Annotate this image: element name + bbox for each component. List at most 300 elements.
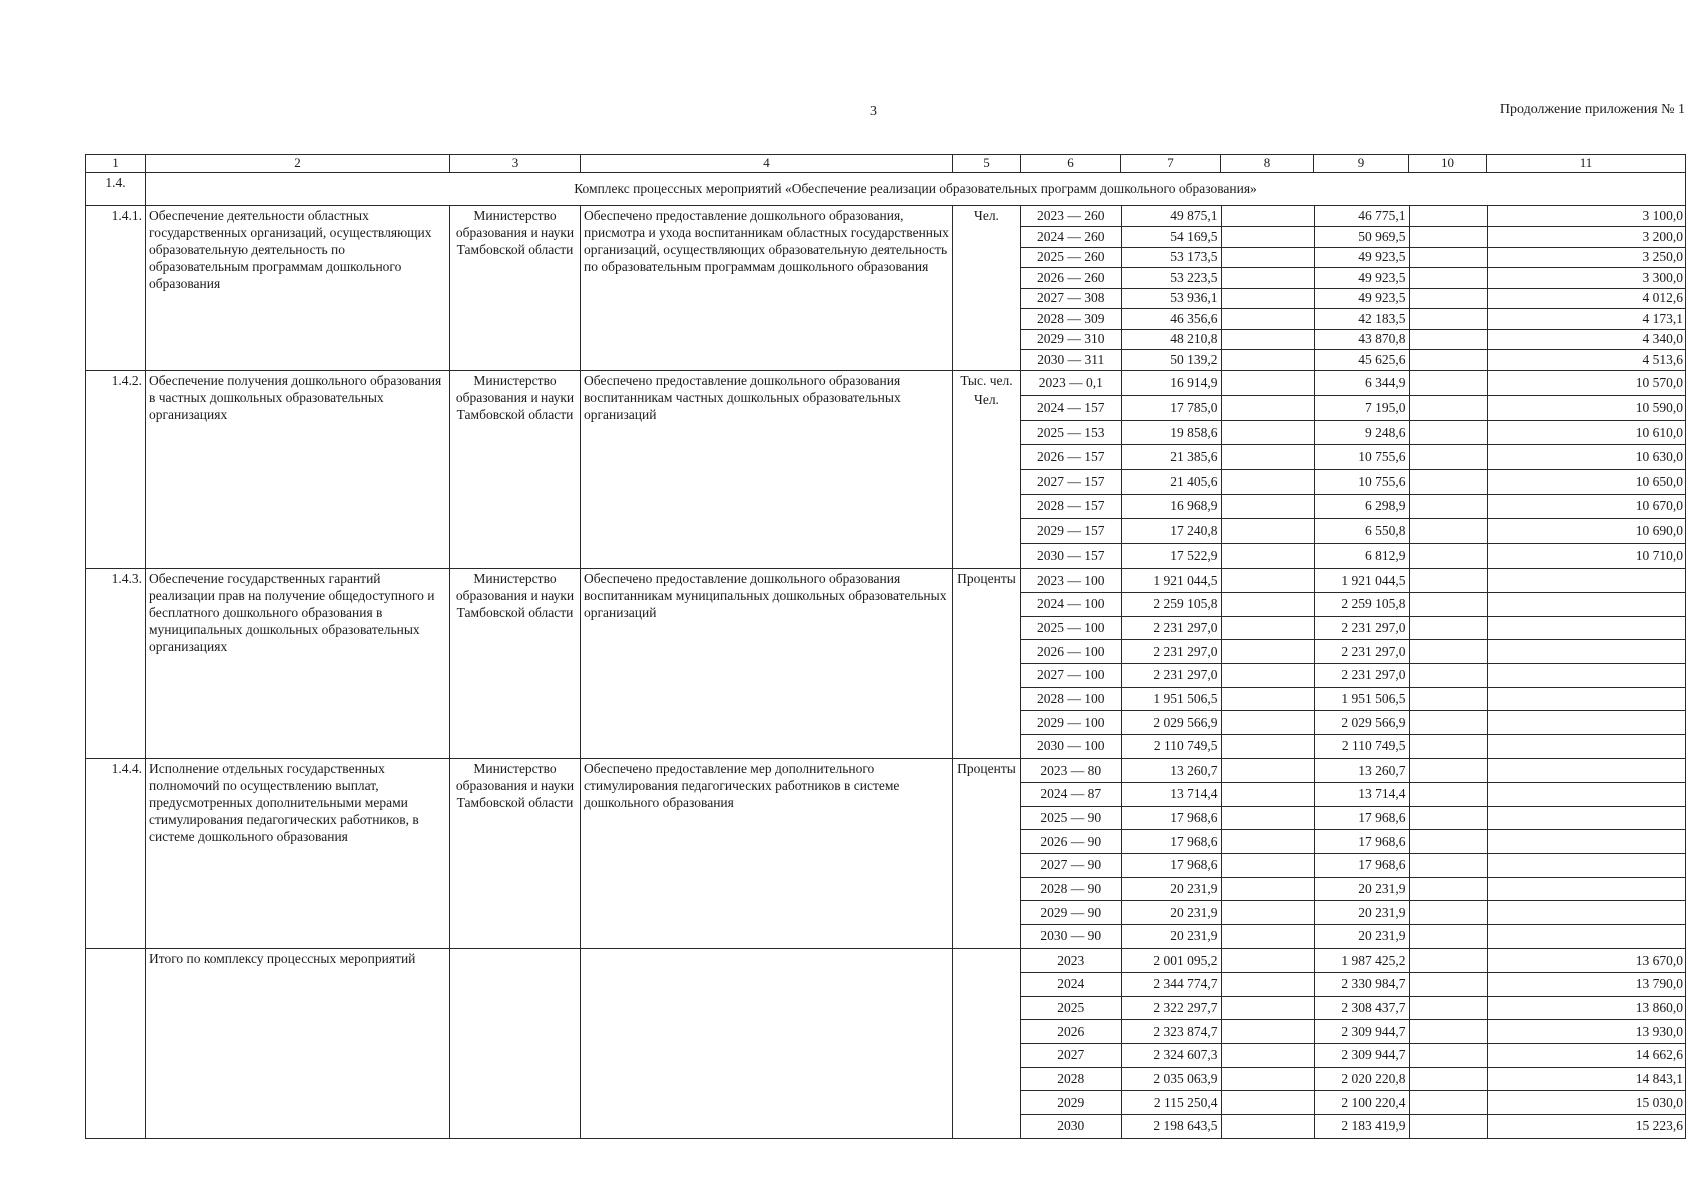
amount-col-8 [1221,854,1314,878]
year-target: 2026 — 260 [1021,268,1121,289]
amount-col-10 [1409,1091,1487,1115]
amount-col-11: 10 570,0 [1487,371,1686,396]
amount-col-10 [1409,350,1487,371]
amount-col-9: 6 344,9 [1314,371,1409,396]
yearly-values-table [1021,206,1686,370]
amount-col-10 [1409,420,1487,445]
measure-name: Исполнение отдельных государственных полномочий по осуществлению выплат, предусмотренных дополнительными мерами стимулирования педагогических работников, в системе дошкольного образования [146,759,450,949]
amount-col-8 [1221,996,1314,1020]
column-number: 7 [1121,155,1221,173]
amount-col-7: 2 344 774,7 [1121,973,1221,997]
measure-row [86,759,1686,949]
amount-col-10 [1409,445,1487,470]
amount-col-10 [1409,371,1487,396]
amount-col-8 [1221,371,1314,396]
amount-col-8 [1221,901,1314,925]
unit-label: Тыс. чел. [960,373,1013,388]
year-row [1021,420,1686,445]
year-target: 2025 — 260 [1021,247,1121,268]
year-row [1021,806,1686,830]
amount-col-7: 50 139,2 [1121,350,1221,371]
amount-col-7: 20 231,9 [1121,901,1221,925]
column-number: 11 [1487,155,1686,173]
amount-col-10 [1409,309,1487,330]
amount-col-11: 3 200,0 [1487,227,1686,248]
year-target: 2023 — 100 [1021,569,1121,593]
column-number: 9 [1314,155,1409,173]
amount-col-8 [1221,569,1314,593]
amount-col-10 [1409,877,1487,901]
amount-col-9: 42 183,5 [1314,309,1409,330]
measure-code [86,949,146,1139]
measure-name: Обеспечение получения дошкольного образования в частных дошкольных образовательных организациях [146,371,450,569]
amount-col-7: 17 968,6 [1121,806,1221,830]
measure-executor: Министерство образования и науки Тамбовской области [450,569,581,759]
amount-col-10 [1409,1044,1487,1068]
year-target: 2029 — 157 [1021,519,1121,544]
amount-col-10 [1409,783,1487,807]
year-row [1021,543,1686,568]
amount-col-11 [1487,854,1686,878]
amount-col-7: 2 029 566,9 [1121,711,1221,735]
page-number: 3 [870,104,877,119]
amount-col-11 [1487,830,1686,854]
unit-label: Проценты [957,761,1016,776]
column-number: 2 [146,155,450,173]
amount-col-10 [1409,329,1487,350]
year-target: 2023 — 260 [1021,206,1121,227]
amount-col-8 [1221,616,1314,640]
year-row [1021,1114,1686,1138]
amount-col-9: 2 029 566,9 [1314,711,1409,735]
amount-col-11 [1487,806,1686,830]
amount-col-7: 2 001 095,2 [1121,949,1221,973]
amount-col-8 [1221,1067,1314,1091]
year-row [1021,783,1686,807]
yearly-values-table [1021,949,1686,1138]
amount-col-10 [1409,901,1487,925]
year-row [1021,1020,1686,1044]
amount-col-11: 3 300,0 [1487,268,1686,289]
amount-col-11: 13 860,0 [1487,996,1686,1020]
measure-row [86,371,1686,569]
year-target: 2030 — 90 [1021,924,1121,948]
yearly-values [1021,569,1686,759]
amount-col-7: 2 231 297,0 [1121,640,1221,664]
amount-col-8 [1221,309,1314,330]
amount-col-7: 19 858,6 [1121,420,1221,445]
amount-col-7: 2 231 297,0 [1121,616,1221,640]
year-row [1021,350,1686,371]
amount-col-9: 13 714,4 [1314,783,1409,807]
year-row [1021,734,1686,758]
amount-col-9: 49 923,5 [1314,268,1409,289]
measure-name: Обеспечение государственных гарантий реализации прав на получение общедоступного и бесплатного дошкольного образования в муниципальных дошкольных образовательных организациях [146,569,450,759]
amount-col-11 [1487,734,1686,758]
amount-col-8 [1221,420,1314,445]
amount-col-10 [1409,519,1487,544]
column-number: 1 [86,155,146,173]
amount-col-7: 2 110 749,5 [1121,734,1221,758]
amount-col-10 [1409,711,1487,735]
amount-col-10 [1409,687,1487,711]
year-target: 2023 [1021,949,1121,973]
amount-col-11 [1487,759,1686,783]
unit-label: Чел. [974,208,999,223]
amount-col-8 [1221,350,1314,371]
year-target: 2030 — 157 [1021,543,1121,568]
amount-col-9: 13 260,7 [1314,759,1409,783]
measure-executor: Министерство образования и науки Тамбовской области [450,759,581,949]
year-target: 2025 — 90 [1021,806,1121,830]
amount-col-10 [1409,640,1487,664]
amount-col-7: 2 115 250,4 [1121,1091,1221,1115]
measure-code: 1.4.2. [86,371,146,569]
amount-col-11: 10 670,0 [1487,494,1686,519]
amount-col-9: 1 951 506,5 [1314,687,1409,711]
amount-col-8 [1221,783,1314,807]
year-target: 2028 — 309 [1021,309,1121,330]
amount-col-8 [1221,1020,1314,1044]
amount-col-9: 17 968,6 [1314,806,1409,830]
year-target: 2026 — 157 [1021,445,1121,470]
year-row [1021,996,1686,1020]
amount-col-10 [1409,806,1487,830]
year-target: 2025 — 100 [1021,616,1121,640]
amount-col-8 [1221,830,1314,854]
amount-col-11: 3 250,0 [1487,247,1686,268]
amount-col-8 [1221,519,1314,544]
year-row [1021,687,1686,711]
amount-col-10 [1409,247,1487,268]
amount-col-8 [1221,445,1314,470]
amount-col-8 [1221,329,1314,350]
measure-code: 1.4.4. [86,759,146,949]
measure-result: Обеспечено предоставление мер дополнительного стимулирования педагогических работников в системе дошкольного образования [581,759,953,949]
amount-col-7: 49 875,1 [1121,206,1221,227]
amount-col-9: 43 870,8 [1314,329,1409,350]
amount-col-7: 1 951 506,5 [1121,687,1221,711]
amount-col-11: 10 590,0 [1487,396,1686,421]
year-row [1021,371,1686,396]
column-number: 10 [1409,155,1487,173]
amount-col-10 [1409,1067,1487,1091]
year-row [1021,924,1686,948]
amount-col-9: 10 755,6 [1314,445,1409,470]
column-number: 4 [581,155,953,173]
amount-col-7: 16 914,9 [1121,371,1221,396]
yearly-values [1021,759,1686,949]
amount-col-8 [1221,227,1314,248]
year-target: 2024 — 157 [1021,396,1121,421]
amount-col-11: 10 630,0 [1487,445,1686,470]
measure-result [581,949,953,1139]
amount-col-10 [1409,759,1487,783]
year-row [1021,396,1686,421]
amount-col-8 [1221,877,1314,901]
year-row [1021,616,1686,640]
amount-col-11: 10 610,0 [1487,420,1686,445]
amount-col-8 [1221,288,1314,309]
amount-col-11: 14 662,6 [1487,1044,1686,1068]
column-number: 5 [953,155,1021,173]
amount-col-7: 13 260,7 [1121,759,1221,783]
amount-col-11 [1487,783,1686,807]
amount-col-11 [1487,687,1686,711]
amount-col-9: 20 231,9 [1314,877,1409,901]
amount-col-9: 2 110 749,5 [1314,734,1409,758]
measure-result: Обеспечено предоставление дошкольного образования воспитанникам частных дошкольных образовательных организаций [581,371,953,569]
amount-col-10 [1409,268,1487,289]
year-target: 2023 — 80 [1021,759,1121,783]
yearly-values [1021,206,1686,371]
amount-col-8 [1221,973,1314,997]
year-row [1021,759,1686,783]
year-row [1021,206,1686,227]
measure-executor: Министерство образования и науки Тамбовской области [450,371,581,569]
year-target: 2027 — 157 [1021,470,1121,495]
amount-col-7: 17 240,8 [1121,519,1221,544]
amount-col-8 [1221,711,1314,735]
total-row [86,949,1686,1139]
column-number: 6 [1021,155,1121,173]
section-row [86,173,1686,206]
amount-col-8 [1221,470,1314,495]
year-target: 2023 — 0,1 [1021,371,1121,396]
amount-col-9: 6 550,8 [1314,519,1409,544]
year-row [1021,1067,1686,1091]
amount-col-8 [1221,1091,1314,1115]
year-target: 2025 — 153 [1021,420,1121,445]
amount-col-11: 3 100,0 [1487,206,1686,227]
year-row [1021,309,1686,330]
amount-col-9: 45 625,6 [1314,350,1409,371]
amount-col-11: 4 012,6 [1487,288,1686,309]
amount-col-10 [1409,470,1487,495]
amount-col-9: 2 330 984,7 [1314,973,1409,997]
amount-col-10 [1409,1114,1487,1138]
amount-col-7: 17 785,0 [1121,396,1221,421]
year-row [1021,1091,1686,1115]
amount-col-8 [1221,806,1314,830]
year-target: 2024 — 260 [1021,227,1121,248]
unit-label: Проценты [957,571,1016,586]
amount-col-8 [1221,949,1314,973]
amount-col-9: 17 968,6 [1314,854,1409,878]
measure-unit [953,949,1021,1139]
amount-col-9: 6 812,9 [1314,543,1409,568]
year-target: 2026 — 90 [1021,830,1121,854]
amount-col-9: 2 231 297,0 [1314,640,1409,664]
amount-col-9: 49 923,5 [1314,247,1409,268]
year-target: 2028 — 100 [1021,687,1121,711]
unit-label: Чел. [974,392,999,407]
amount-col-7: 20 231,9 [1121,924,1221,948]
amount-col-11 [1487,569,1686,593]
year-target: 2030 [1021,1114,1121,1138]
amount-col-9: 1 987 425,2 [1314,949,1409,973]
yearly-values-table [1021,371,1686,568]
amount-col-8 [1221,664,1314,688]
measure-name: Итого по комплексу процессных мероприятий [146,949,450,1139]
amount-col-9: 20 231,9 [1314,901,1409,925]
amount-col-8 [1221,759,1314,783]
yearly-values-table [1021,759,1686,948]
amount-col-7: 2 198 643,5 [1121,1114,1221,1138]
amount-col-11: 13 790,0 [1487,973,1686,997]
measure-name: Обеспечение деятельности областных государственных организаций, осуществляющих образовательную деятельность по образовательным программам дошкольного образования [146,206,450,371]
amount-col-9: 2 231 297,0 [1314,664,1409,688]
amount-col-11: 10 690,0 [1487,519,1686,544]
amount-col-7: 53 173,5 [1121,247,1221,268]
year-row [1021,470,1686,495]
year-target: 2027 [1021,1044,1121,1068]
amount-col-8 [1221,640,1314,664]
amount-col-8 [1221,247,1314,268]
amount-col-7: 17 968,6 [1121,854,1221,878]
column-number: 8 [1221,155,1314,173]
amount-col-11: 10 650,0 [1487,470,1686,495]
amount-col-9: 2 308 437,7 [1314,996,1409,1020]
amount-col-11 [1487,924,1686,948]
year-target: 2026 [1021,1020,1121,1044]
year-target: 2027 — 100 [1021,664,1121,688]
year-row [1021,664,1686,688]
amount-col-10 [1409,664,1487,688]
amount-col-9: 2 309 944,7 [1314,1044,1409,1068]
amount-col-9: 50 969,5 [1314,227,1409,248]
amount-col-7: 21 385,6 [1121,445,1221,470]
amount-col-7: 53 936,1 [1121,288,1221,309]
amount-col-9: 2 100 220,4 [1314,1091,1409,1115]
year-row [1021,640,1686,664]
year-row [1021,711,1686,735]
amount-col-10 [1409,593,1487,617]
amount-col-9: 2 259 105,8 [1314,593,1409,617]
amount-col-7: 48 210,8 [1121,329,1221,350]
measure-result: Обеспечено предоставление дошкольного образования, присмотра и ухода воспитанникам областных государственных организаций, осуществляющих образовательную деятельность по образовательным программам дошкольного образования [581,206,953,371]
amount-col-7: 2 035 063,9 [1121,1067,1221,1091]
yearly-values [1021,949,1686,1139]
year-target: 2028 — 90 [1021,877,1121,901]
amount-col-9: 2 183 419,9 [1314,1114,1409,1138]
amount-col-7: 2 322 297,7 [1121,996,1221,1020]
column-number: 3 [450,155,581,173]
year-target: 2028 [1021,1067,1121,1091]
amount-col-9: 49 923,5 [1314,288,1409,309]
amount-col-10 [1409,396,1487,421]
amount-col-10 [1409,543,1487,568]
year-target: 2024 [1021,973,1121,997]
amount-col-7: 17 968,6 [1121,830,1221,854]
measure-unit [953,371,1021,569]
amount-col-8 [1221,924,1314,948]
measure-executor: Министерство образования и науки Тамбовской области [450,206,581,371]
year-target: 2025 [1021,996,1121,1020]
amount-col-10 [1409,973,1487,997]
amount-col-9: 46 775,1 [1314,206,1409,227]
year-row [1021,854,1686,878]
year-target: 2029 — 100 [1021,711,1121,735]
amount-col-8 [1221,268,1314,289]
amount-col-11 [1487,711,1686,735]
year-row [1021,268,1686,289]
measure-executor [450,949,581,1139]
amount-col-8 [1221,396,1314,421]
amount-col-7: 2 231 297,0 [1121,664,1221,688]
amount-col-7: 46 356,6 [1121,309,1221,330]
amount-col-9: 20 231,9 [1314,924,1409,948]
amount-col-10 [1409,734,1487,758]
amount-col-10 [1409,949,1487,973]
amount-col-7: 2 323 874,7 [1121,1020,1221,1044]
amount-col-11: 4 513,6 [1642,352,1683,367]
year-row [1021,901,1686,925]
year-row [1021,569,1686,593]
year-target: 2030 — 311 [1021,350,1121,371]
amount-col-10 [1409,854,1487,878]
year-row [1021,973,1686,997]
measure-unit [953,569,1021,759]
amount-col-10 [1409,1020,1487,1044]
amount-col-10 [1409,996,1487,1020]
amount-col-11: 4 340,0 [1487,329,1686,350]
year-row [1021,830,1686,854]
measure-code: 1.4.3. [86,569,146,759]
measure-row [86,206,1686,371]
amount-col-10 [1409,494,1487,519]
amount-col-8 [1221,734,1314,758]
measure-result: Обеспечено предоставление дошкольного образования воспитанникам муниципальных дошкольных образовательных организаций [581,569,953,759]
column-number-row [86,155,1686,173]
amount-col-10 [1409,830,1487,854]
year-target: 2029 [1021,1091,1121,1115]
amount-col-7: 16 968,9 [1121,494,1221,519]
year-target: 2029 — 310 [1021,329,1121,350]
amount-col-10 [1409,288,1487,309]
amount-col-11: 15 030,0 [1487,1091,1686,1115]
year-target: 2026 — 100 [1021,640,1121,664]
amount-col-10 [1409,227,1487,248]
amount-col-7: 2 324 607,3 [1121,1044,1221,1068]
year-target: 2029 — 90 [1021,901,1121,925]
year-row [1021,445,1686,470]
amount-col-11 [1487,640,1686,664]
amount-col-7: 53 223,5 [1121,268,1221,289]
yearly-values-table [1021,569,1686,758]
year-row [1021,329,1686,350]
amount-col-10 [1409,616,1487,640]
amount-col-9: 17 968,6 [1314,830,1409,854]
amount-col-7: 1 921 044,5 [1121,569,1221,593]
yearly-values [1021,371,1686,569]
year-row [1021,519,1686,544]
amount-col-8 [1221,543,1314,568]
amount-col-9: 10 755,6 [1314,470,1409,495]
amount-col-10 [1409,924,1487,948]
year-row [1021,949,1686,973]
year-row [1021,227,1686,248]
amount-col-7: 17 522,9 [1121,543,1221,568]
amount-col-11 [1487,664,1686,688]
amount-col-9: 1 921 044,5 [1314,569,1409,593]
year-target: 2027 — 90 [1021,854,1121,878]
amount-col-11: 15 223,6 [1635,1118,1683,1134]
amount-col-9: 6 298,9 [1314,494,1409,519]
amount-col-9: 2 020 220,8 [1314,1067,1409,1091]
amount-col-8 [1221,593,1314,617]
year-target: 2028 — 157 [1021,494,1121,519]
